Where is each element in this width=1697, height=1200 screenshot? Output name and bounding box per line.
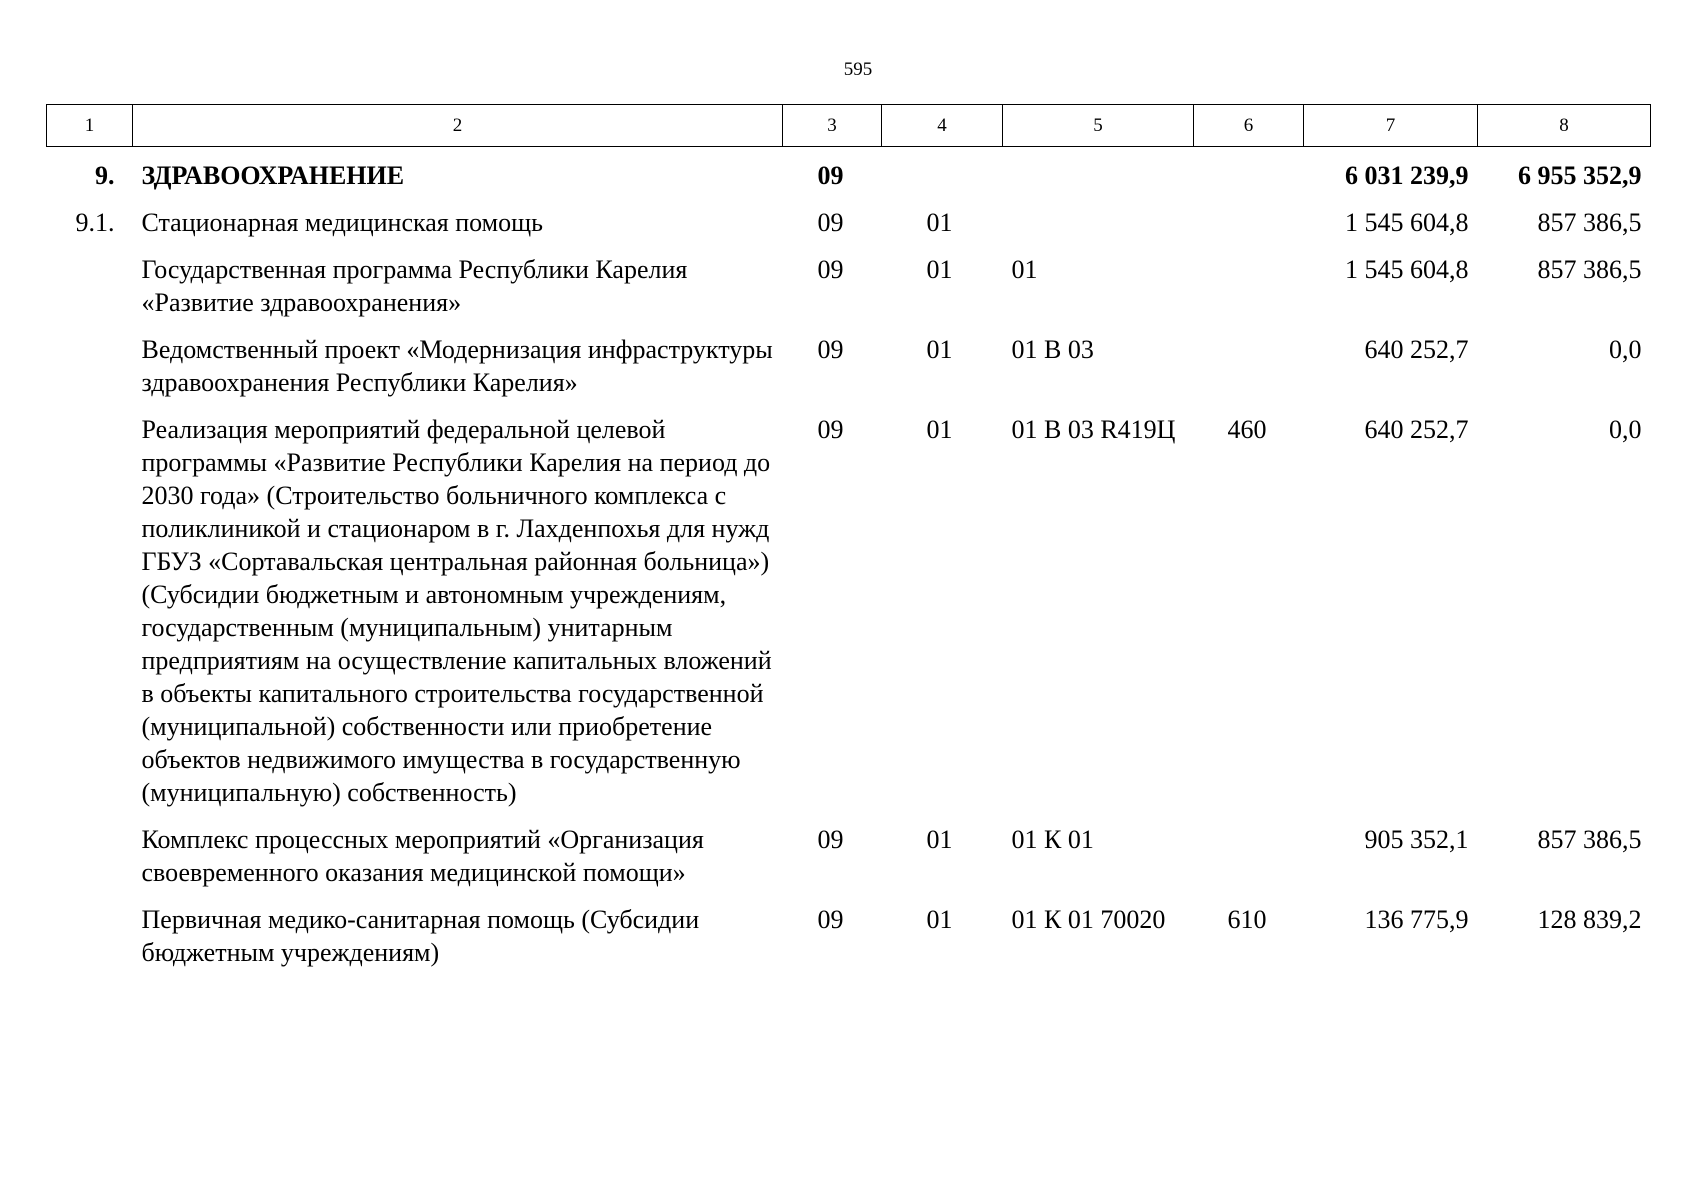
amount-col7: 6 031 239,9: [1345, 161, 1469, 190]
expense-type-code: [1194, 239, 1304, 319]
amount-col8: 857 386,5: [1537, 255, 1642, 284]
header-row: [47, 105, 1651, 147]
amount-col7: 905 352,1: [1364, 825, 1469, 854]
target-article-code: 01 В 03 R419Ц: [1011, 415, 1176, 444]
row-number: [47, 319, 133, 399]
amount-col7: 640 252,7: [1364, 415, 1469, 444]
row-number: [47, 809, 133, 889]
table-row: [47, 809, 1651, 889]
table-row: [47, 889, 1651, 969]
target-article-code: 01 К 01: [1011, 825, 1094, 854]
target-article-code: [1003, 192, 1194, 239]
target-article-code: [1003, 147, 1194, 193]
section-code: 09: [817, 335, 844, 364]
table-row: [47, 239, 1651, 319]
section-code: 09: [817, 825, 844, 854]
target-article-code: 01: [1011, 255, 1038, 284]
row-name: Ведомственный проект «Модернизация инфраструктуры здравоохранения Республики Карелия»: [141, 335, 773, 397]
section-code: 09: [817, 415, 844, 444]
amount-col7: 640 252,7: [1364, 335, 1469, 364]
row-number: 9.1.: [75, 208, 115, 237]
expense-type-code: [1194, 147, 1304, 193]
row-number: [47, 889, 133, 969]
section-code: 09: [817, 161, 844, 190]
column-header: 3: [783, 105, 882, 147]
target-article-code: 01 В 03: [1011, 335, 1094, 364]
table-row: [47, 147, 1651, 193]
subsection-code: 01: [926, 905, 953, 934]
row-name: ЗДРАВООХРАНЕНИЕ: [141, 161, 405, 190]
amount-col7: 1 545 604,8: [1345, 208, 1469, 237]
amount-col7: 1 545 604,8: [1345, 255, 1469, 284]
column-header: 8: [1478, 105, 1651, 147]
target-article-code: 01 К 01 70020: [1011, 905, 1166, 934]
subsection-code: 01: [926, 415, 953, 444]
subsection-code: 01: [926, 255, 953, 284]
amount-col8: 0,0: [1609, 415, 1642, 444]
row-name: Комплекс процессных мероприятий «Организация своевременного оказания медицинской помощи»: [141, 825, 704, 887]
table-row: [47, 319, 1651, 399]
row-name: Государственная программа Республики Карелия «Развитие здравоохранения»: [141, 255, 688, 317]
row-number: 9.: [95, 161, 115, 190]
row-number: [47, 239, 133, 319]
amount-col8: 857 386,5: [1537, 208, 1642, 237]
expense-type-code: [1194, 192, 1304, 239]
column-header: 6: [1194, 105, 1304, 147]
section-code: 09: [817, 255, 844, 284]
column-header: 4: [882, 105, 1003, 147]
row-name: Реализация мероприятий федеральной целевой программы «Развитие Республики Карелия на период до 2030 года» (Строительство больничного комплекса с поликлиникой и стационаром в г. Лахденпохья для нужд ГБУЗ «Сортавальская центральная районная больница») (Субсидии бюджетным и автономным учреждениям, государственным (муниципальным) унитарным предприятиям на осуществление капитальных вложений в объекты капитального строительства государственной (муниципальной) собственности или приобретение объектов недвижимого имущества в государственную (муниципальную) собственность): [141, 415, 772, 807]
amount-col7: 136 775,9: [1364, 905, 1469, 934]
amount-col8: 6 955 352,9: [1518, 161, 1642, 190]
row-number: [47, 399, 133, 809]
subsection-code: 01: [926, 208, 953, 237]
page-number: 595: [843, 59, 873, 80]
table-header: [47, 105, 1651, 147]
expense-type-code: 610: [1227, 905, 1267, 934]
row-name: Первичная медико-санитарная помощь (Субсидии бюджетным учреждениям): [141, 905, 700, 967]
section-code: 09: [817, 208, 844, 237]
amount-col8: 857 386,5: [1537, 825, 1642, 854]
column-header: 1: [47, 105, 133, 147]
table-body: [47, 147, 1651, 970]
expense-type-code: [1194, 319, 1304, 399]
table-row: [47, 192, 1651, 239]
subsection-code: 01: [926, 825, 953, 854]
budget-table: [46, 104, 1651, 969]
section-code: 09: [817, 905, 844, 934]
subsection-code: [882, 147, 1003, 193]
column-header: 5: [1003, 105, 1194, 147]
column-header: 2: [133, 105, 783, 147]
expense-type-code: [1194, 809, 1304, 889]
amount-col8: 0,0: [1609, 335, 1642, 364]
row-name: Стационарная медицинская помощь: [141, 208, 543, 237]
subsection-code: 01: [926, 335, 953, 364]
table-row: [47, 399, 1651, 809]
column-header: 7: [1304, 105, 1478, 147]
amount-col8: 128 839,2: [1537, 905, 1642, 934]
expense-type-code: 460: [1227, 415, 1267, 444]
